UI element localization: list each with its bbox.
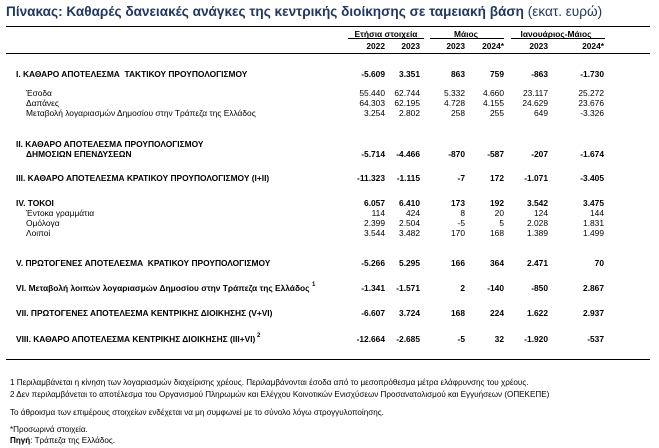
- header-group-jan-may: Ιανουάριος-Μάιος: [520, 29, 592, 39]
- row-label: III. ΚΑΘΑΡΟ ΑΠΟΤΕΛΕΣΜΑ ΚΡΑΤΙΚΟΥ ΠΡΟΥΠΟΛΟΓΙΣΜΟΥ (I+II): [16, 173, 270, 183]
- cell-value: -207: [531, 149, 548, 159]
- row-label: Έντοκα γραμμάτια: [26, 208, 95, 218]
- cell-value: -2.685: [396, 334, 420, 344]
- cell-value: -1.341: [361, 283, 385, 293]
- cell-value: -12.664: [356, 334, 385, 344]
- cell-value: -1.115: [396, 173, 420, 183]
- source-text: : Τράπεζα της Ελλάδος.: [30, 436, 116, 445]
- cell-value: 2.471: [527, 258, 548, 268]
- row-label: I. ΚΑΘΑΡΟ ΑΠΟΤΕΛΕΣΜΑ ΤΑΚΤΙΚΟΥ ΠΡΟΥΠΟΛΟΓΙΣΜΟΥ: [16, 69, 248, 79]
- title-main: Πίνακας: Καθαρές δανειακές ανάγκες της κεντρικής διοίκησης σε ταμειακή βάση: [6, 4, 524, 19]
- cell-value: 32: [494, 334, 504, 344]
- cell-value: -1.674: [580, 149, 604, 159]
- cell-value: 62.744: [394, 88, 420, 98]
- cell-value: 124: [534, 208, 548, 218]
- cell-value: -4.466: [396, 149, 420, 159]
- cell-value: -1.920: [524, 334, 548, 344]
- cell-value: 8: [460, 208, 465, 218]
- cell-value: -1.071: [524, 173, 548, 183]
- cell-value: -140: [487, 283, 504, 293]
- cell-value: 62.195: [394, 98, 420, 108]
- cell-value: -5.714: [361, 149, 385, 159]
- col-header: 2024*: [482, 41, 504, 51]
- cell-value: 2.802: [399, 108, 420, 118]
- footnote-marker: 1: [312, 282, 316, 288]
- col-header: 2023: [401, 41, 420, 51]
- cell-value: 2.937: [583, 308, 604, 318]
- cell-value: 3.544: [364, 228, 385, 238]
- cell-value: -587: [487, 149, 504, 159]
- cell-value: 144: [590, 208, 604, 218]
- cell-value: 168: [451, 308, 465, 318]
- col-header: 2024*: [582, 41, 604, 51]
- cell-value: 3.724: [399, 308, 420, 318]
- col-header: 2023: [529, 41, 548, 51]
- col-header: 2022: [366, 41, 385, 51]
- cell-value: 23.676: [578, 98, 604, 108]
- col-header: 2023: [446, 41, 465, 51]
- cell-value: 173: [451, 198, 465, 208]
- cell-value: 364: [490, 258, 504, 268]
- footnote-2: 2 Δεν περιλαμβάνεται το αποτέλεσμα του Οργανισμού Πληρωμών και Ελέγχου Κοινοτικών Ενισχύσεων Προσανατολισμού και Εγγυήσεων (ΟΠΕΚΕΠΕ): [10, 390, 550, 399]
- cell-value: 6.057: [364, 198, 385, 208]
- cell-value: -5.609: [361, 69, 385, 79]
- header-bottom-rule: [6, 53, 650, 54]
- cell-value: -3.405: [580, 173, 604, 183]
- row-label: IV. ΤΟΚΟΙ: [16, 198, 54, 208]
- footnote-1: 1 Περιλαμβάνεται η κίνηση των λογαριασμών διαχείρισης χρέους. Περιλαμβάνονται έσοδα από το μεσοπρόθεσμα μέτρα ελάφρυνσης του χρέους.: [10, 378, 529, 387]
- cell-value: 255: [490, 108, 504, 118]
- cell-value: 649: [534, 108, 548, 118]
- cell-value: -5: [457, 334, 465, 344]
- cell-value: 3.482: [399, 228, 420, 238]
- table-title: [6, 4, 602, 19]
- cell-value: 172: [490, 173, 504, 183]
- cell-value: -11.323: [357, 173, 385, 183]
- row-label: Δαπάνες: [26, 98, 59, 108]
- cell-value: 70: [594, 258, 604, 268]
- cell-value: 1.831: [583, 218, 604, 228]
- cell-value: -3.326: [580, 108, 604, 118]
- cell-value: 55.440: [359, 88, 385, 98]
- cell-value: 3.542: [527, 198, 548, 208]
- row-label: Μεταβολή λογαριασμών Δημοσίου στην Τράπεζα της Ελλάδος: [26, 108, 256, 118]
- row-label: Έσοδα: [26, 88, 52, 98]
- row-label: ΔΗΜΟΣΙΩΝ ΕΠΕΝΔΥΣΕΩΝ: [26, 149, 132, 159]
- cell-value: 1.389: [527, 228, 548, 238]
- header-group-may: Μάιος: [454, 29, 478, 39]
- cell-value: -863: [531, 69, 548, 79]
- cell-value: 114: [371, 208, 385, 218]
- cell-value: 5: [499, 218, 504, 228]
- cell-value: 3.254: [364, 108, 385, 118]
- row-label: II. ΚΑΘΑΡΟ ΑΠΟΤΕΛΕΣΜΑ ΠΡΟΥΠΟΛΟΓΙΣΜΟΥ: [16, 139, 204, 149]
- cell-value: 2: [460, 283, 465, 293]
- cell-value: 1.622: [527, 308, 548, 318]
- provisional-note: *Προσωρινά στοιχεία.: [10, 425, 88, 434]
- cell-value: -5: [457, 218, 465, 228]
- cell-value: 224: [490, 308, 504, 318]
- cell-value: 3.475: [583, 198, 604, 208]
- cell-value: 1.499: [583, 228, 604, 238]
- cell-value: 2.504: [399, 218, 420, 228]
- row-label: Ομόλογα: [26, 218, 60, 228]
- cell-value: 64.303: [359, 98, 385, 108]
- source-note: [10, 436, 115, 445]
- top-rule: [6, 26, 650, 27]
- cell-value: 23.117: [523, 88, 548, 98]
- cell-value: -7: [457, 173, 465, 183]
- cell-value: 5.295: [399, 258, 420, 268]
- cell-value: 25.272: [578, 88, 604, 98]
- cell-value: 258: [451, 108, 465, 118]
- cell-value: 424: [406, 208, 420, 218]
- cell-value: -1.730: [580, 69, 604, 79]
- group-rule-may: [430, 38, 504, 39]
- cell-value: 166: [451, 258, 465, 268]
- cell-value: -6.607: [361, 308, 385, 318]
- row-label: VIII. ΚΑΘΑΡΟ ΑΠΟΤΕΛΕΣΜΑ ΚΕΝΤΡΙΚΗΣ ΔΙΟΙΚΗΣΗΣ (III+VI): [16, 334, 256, 344]
- row-label: VII. ΠΡΩΤΟΓΕΝΕΣ ΑΠΟΤΕΛΕΣΜΑ ΚΕΝΤΡΙΚΗΣ ΔΙΟΙΚΗΣΗΣ (V+VI): [16, 308, 273, 318]
- bottom-rule: [6, 359, 650, 360]
- row-label: Λοιποί: [26, 228, 51, 238]
- cell-value: -1.571: [396, 283, 420, 293]
- cell-value: 4.155: [483, 98, 504, 108]
- footnote-marker: 2: [257, 333, 261, 339]
- cell-value: 863: [451, 69, 465, 79]
- cell-value: 6.410: [399, 198, 420, 208]
- cell-value: 2.028: [527, 218, 548, 228]
- cell-value: 24.629: [522, 98, 548, 108]
- header-group-annual: Ετήσια στοιχεία: [354, 29, 418, 39]
- cell-value: 170: [451, 228, 465, 238]
- cell-value: 4.728: [444, 98, 465, 108]
- source-label: Πηγή: [10, 436, 31, 445]
- cell-value: -850: [531, 283, 548, 293]
- cell-value: -5.266: [361, 258, 385, 268]
- title-unit: (εκατ. ευρώ): [527, 4, 603, 19]
- cell-value: 759: [490, 69, 504, 79]
- cell-value: 168: [490, 228, 504, 238]
- cell-value: 20: [494, 208, 504, 218]
- cell-value: -870: [448, 149, 465, 159]
- cell-value: 2.399: [364, 218, 385, 228]
- cell-value: 192: [490, 198, 504, 208]
- group-rule-annual: [348, 38, 424, 39]
- group-rule-jan-may: [511, 38, 605, 39]
- cell-value: 5.332: [444, 88, 465, 98]
- cell-value: -537: [587, 334, 604, 344]
- cell-value: 3.351: [399, 69, 420, 79]
- rounding-note: Το άθροισμα των επιμέρους στοιχείων ενδέχεται να μη συμφωνεί με το σύνολο λόγω στρογγυλοποίησης.: [10, 408, 384, 417]
- cell-value: 4.660: [483, 88, 504, 98]
- row-label: VI. Μεταβολή λοιπών λογαριασμών Δημοσίου στην Τράπεζα της Ελλάδος: [16, 283, 310, 293]
- cell-value: 2.867: [583, 283, 604, 293]
- row-label: V. ΠΡΩΤΟΓΕΝΕΣ ΑΠΟΤΕΛΕΣΜΑ ΚΡΑΤΙΚΟΥ ΠΡΟΥΠΟΛΟΓΙΣΜΟΥ: [16, 258, 271, 268]
